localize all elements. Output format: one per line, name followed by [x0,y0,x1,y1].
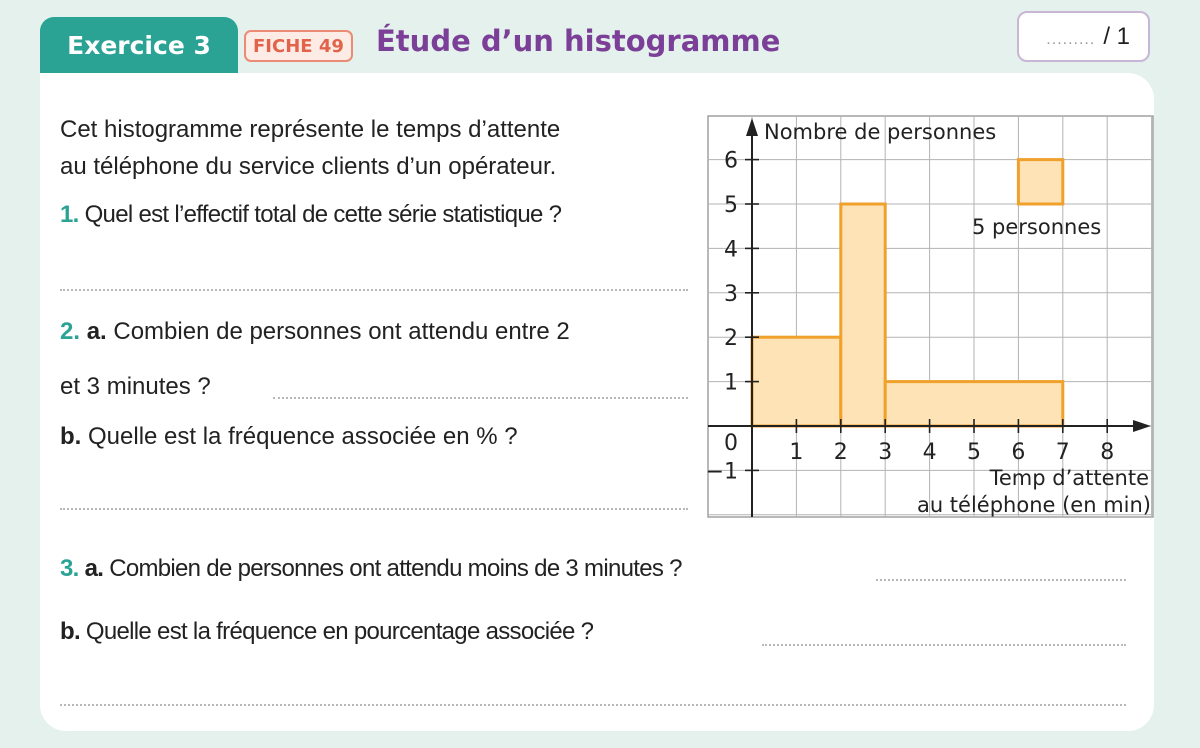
x-axis-label-line1: Temp d’attente [989,466,1149,490]
intro-line-1: Cet histogramme représente le temps d’attente [60,116,561,143]
question-2-number: 2. [60,318,81,345]
y-axis-label: Nombre de personnes [764,120,997,144]
question-1-number: 1. [60,201,79,228]
y-tick-label: 3 [724,281,738,307]
question-1-text: Quel est l’effectif total de cette série statistique ? [84,201,562,228]
origin-label: 0 [724,431,738,456]
y-tick-label: 6 [724,148,738,174]
y-tick-label: 5 [724,193,738,218]
y-tick-label: 4 [724,237,738,263]
question-2b-letter: b. [60,423,82,450]
y-tick-label: −1 [705,459,738,485]
y-tick-label: 1 [724,370,738,396]
histogram-bin-2 [841,204,885,426]
fiche-label: FICHE 49 [253,35,344,57]
question-2b-text: Quelle est la fréquence associée en % ? [88,423,518,450]
exercise-title: Étude d’un histogramme [376,24,781,58]
x-tick-label: 3 [878,440,893,465]
x-tick-label: 5 [967,440,981,465]
question-2a-letter: a. [86,318,107,345]
y-tick-label: 2 [724,326,738,352]
score-blank: ......... [1046,30,1096,48]
x-tick-label: 8 [1100,440,1115,465]
histogram-bin-1 [752,337,841,426]
question-3b-text: Quelle est la fréquence en pourcentage associée ? [85,618,594,645]
question-3-number: 3. [60,555,79,582]
question-3a-letter: a. [84,555,104,582]
question-3a-text: Combien de personnes ont attendu moins de 3 minutes ? [109,555,682,582]
x-tick-label: 6 [1011,440,1026,465]
x-tick-label: 1 [789,440,804,465]
score-total: / 1 [1103,22,1130,50]
question-2a-line-2: et 3 minutes ? [60,373,211,400]
x-tick-label: 4 [922,440,937,465]
legend-square [1018,160,1062,204]
legend-label: 5 personnes [972,215,1102,239]
x-tick-label: 2 [833,440,848,465]
x-tick-label: 7 [1055,440,1070,465]
question-3b-letter: b. [60,618,80,645]
x-axis-label-line2: au téléphone (en min) [916,493,1151,517]
question-2a-text-line1: Combien de personnes ont attendu entre 2 [113,318,570,345]
exercise-label: Exercice 3 [67,30,211,60]
intro-line-2: au téléphone du service clients d’un opérateur. [60,153,557,180]
